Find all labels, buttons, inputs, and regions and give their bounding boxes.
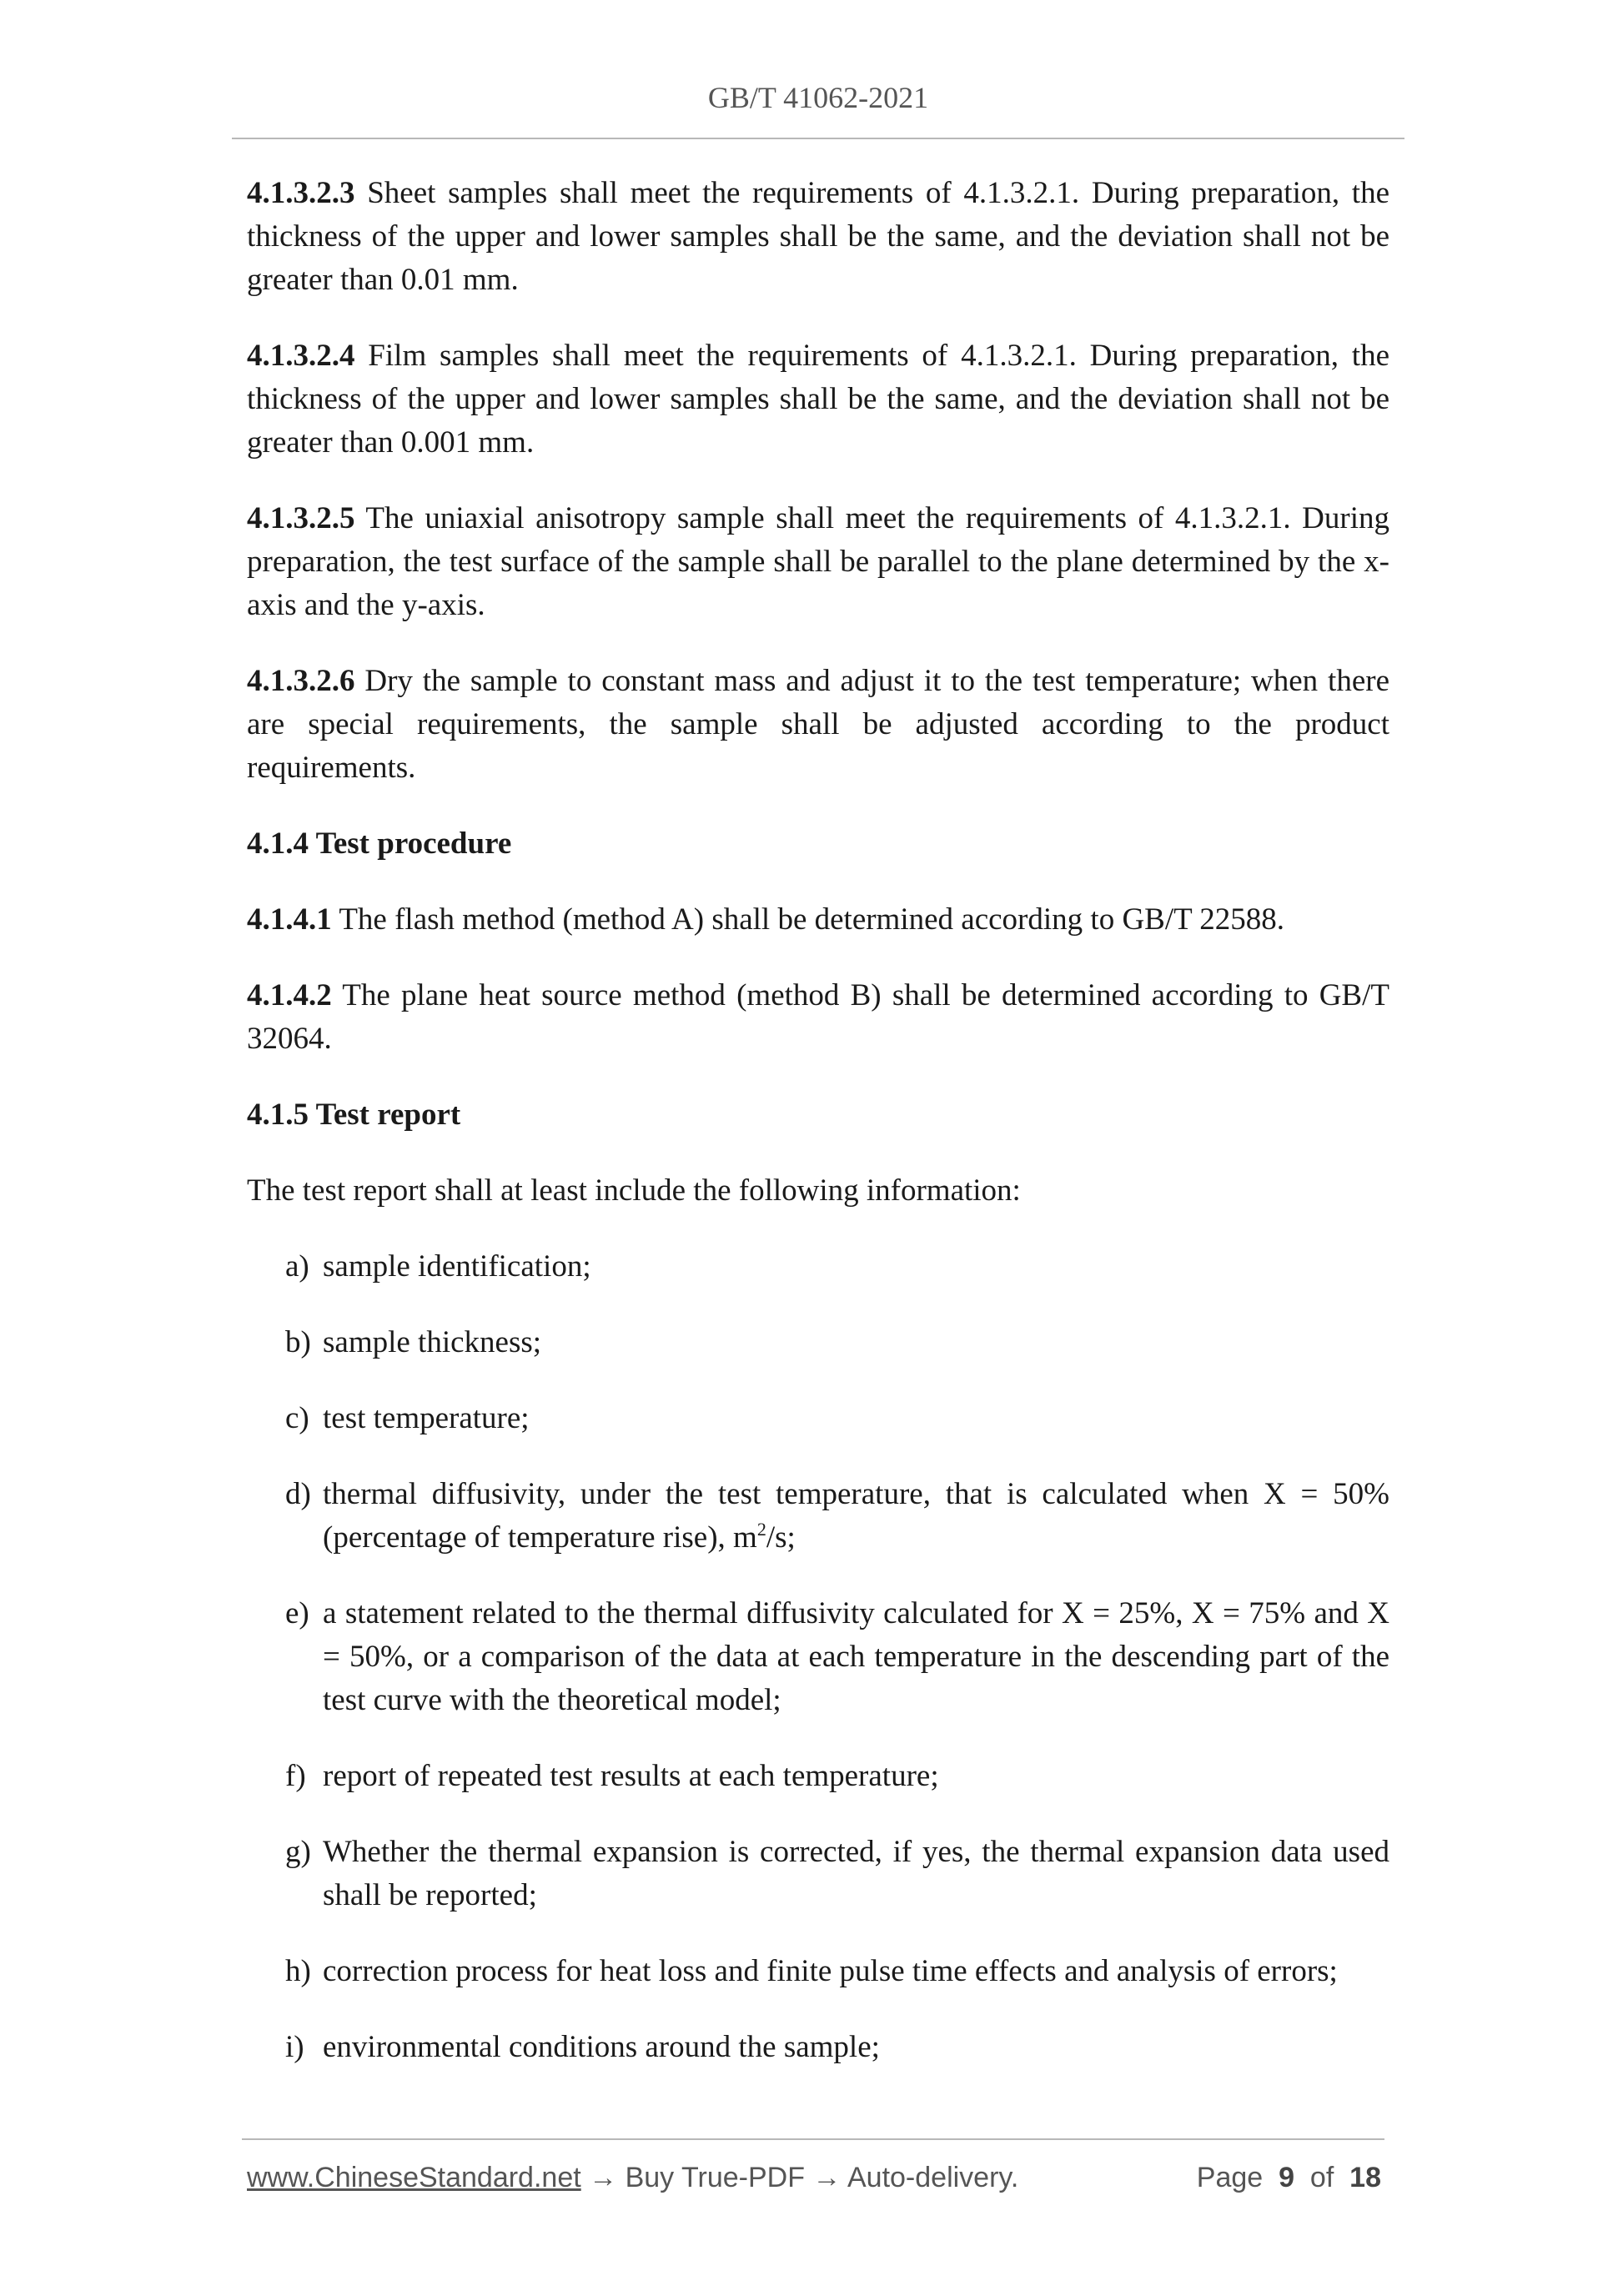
- list-item-text: report of repeated test results at each temperature;: [323, 1759, 939, 1793]
- section-heading-4-1-5: 4.1.5 Test report: [247, 1098, 461, 1132]
- list-item: [247, 1592, 1389, 1722]
- list-marker: b): [285, 1325, 311, 1359]
- list-item: [247, 1245, 1389, 1289]
- list-marker: d): [285, 1477, 311, 1511]
- list-item-text: [285, 1473, 1389, 1560]
- page-of-label: of: [1309, 2162, 1334, 2193]
- list-item-text-part: /s;: [766, 1520, 796, 1555]
- list-item-text-part: thermal diffusivity, under the test temperature, that is calculated when X = 50% (percentage of temperature rise), m: [323, 1477, 1389, 1555]
- site-link[interactable]: www.ChineseStandard.net: [247, 2162, 581, 2193]
- header-divider: [232, 138, 1404, 139]
- page-total: 18: [1349, 2162, 1381, 2193]
- list-marker: e): [285, 1596, 309, 1630]
- page-number: 9: [1279, 2162, 1294, 2193]
- page-indicator: [1197, 2162, 1381, 2194]
- clause-number: 4.1.4.1: [247, 902, 332, 937]
- list-marker: g): [285, 1835, 311, 1869]
- clause-number: 4.1.4.2: [247, 978, 332, 1012]
- clause-4-1-3-2-6: [247, 660, 1389, 790]
- report-items-list: [247, 1245, 1389, 2069]
- list-item-text: correction process for heat loss and finite pulse time effects and analysis of errors;: [323, 1954, 1338, 1988]
- clause-text: The plane heat source method (method B) shall be determined according to GB/T 32064.: [247, 978, 1389, 1056]
- footer-promo: [247, 2162, 1018, 2194]
- clause-4-1-3-2-5: [247, 497, 1389, 627]
- report-intro: The test report shall at least include the following information:: [247, 1173, 1021, 1208]
- list-item-text: environmental conditions around the sample;: [323, 2030, 880, 2064]
- clause-number: 4.1.3.2.3: [247, 176, 355, 210]
- document-body: [247, 172, 1389, 2102]
- list-item: [247, 1321, 1389, 1364]
- list-item-text: Whether the thermal expansion is corrected, if yes, the thermal expansion data used shall be reported;: [323, 1835, 1389, 1912]
- clause-text: Sheet samples shall meet the requirements of 4.1.3.2.1. During preparation, the thickness of the upper and lower samples shall be the same, and the deviation shall not be greater than 0.01 mm.: [247, 176, 1389, 297]
- clause-4-1-4-1: [247, 898, 1389, 942]
- list-item: [247, 2026, 1389, 2069]
- list-item: [247, 1755, 1389, 1798]
- list-item: [247, 1950, 1389, 1993]
- clause-4-1-4-2: [247, 974, 1389, 1061]
- clause-text: The uniaxial anisotropy sample shall meet the requirements of 4.1.3.2.1. During preparation, the test surface of the sample shall be parallel to the plane determined by the x-axis and the y-axis.: [247, 501, 1389, 622]
- list-item-text: sample identification;: [323, 1249, 591, 1284]
- superscript: 2: [756, 1519, 766, 1540]
- list-item: [247, 1397, 1389, 1440]
- list-marker: a): [285, 1249, 309, 1284]
- clause-number: 4.1.3.2.6: [247, 664, 355, 698]
- list-marker: h): [285, 1954, 311, 1988]
- list-item-text: sample thickness;: [323, 1325, 542, 1359]
- clause-text: Film samples shall meet the requirements of 4.1.3.2.1. During preparation, the thickness of the upper and lower samples shall be the same, and the deviation shall not be greater than 0.001 mm.: [247, 339, 1389, 460]
- footer-tagline: → Buy True-PDF → Auto-delivery.: [580, 2162, 1019, 2193]
- footer-divider: [242, 2138, 1384, 2140]
- page-footer: [247, 2162, 1381, 2203]
- list-item: [247, 1831, 1389, 1917]
- section-heading-4-1-4: 4.1.4 Test procedure: [247, 826, 512, 861]
- clause-number: 4.1.3.2.5: [247, 501, 355, 535]
- list-marker: i): [285, 2030, 304, 2064]
- list-marker: c): [285, 1401, 309, 1435]
- list-item-text: test temperature;: [323, 1401, 530, 1435]
- list-item: [247, 1473, 1389, 1560]
- clause-number: 4.1.3.2.4: [247, 339, 355, 373]
- clause-text: Dry the sample to constant mass and adjust it to the test temperature; when there are special requirements, the sample shall be adjusted according to the product requirements.: [247, 664, 1389, 785]
- list-marker: f): [285, 1759, 306, 1793]
- document-header: GB/T 41062-2021: [707, 81, 929, 114]
- page-label: Page: [1196, 2162, 1264, 2193]
- clause-4-1-3-2-3: [247, 172, 1389, 302]
- list-item-text: a statement related to the thermal diffusivity calculated for X = 25%, X = 75% and X = 50%, or a comparison of the data at each temperature in the descending part of the test curve with the theoretical model;: [323, 1596, 1389, 1717]
- clause-4-1-3-2-4: [247, 334, 1389, 465]
- clause-text: The flash method (method A) shall be determined according to GB/T 22588.: [331, 902, 1285, 937]
